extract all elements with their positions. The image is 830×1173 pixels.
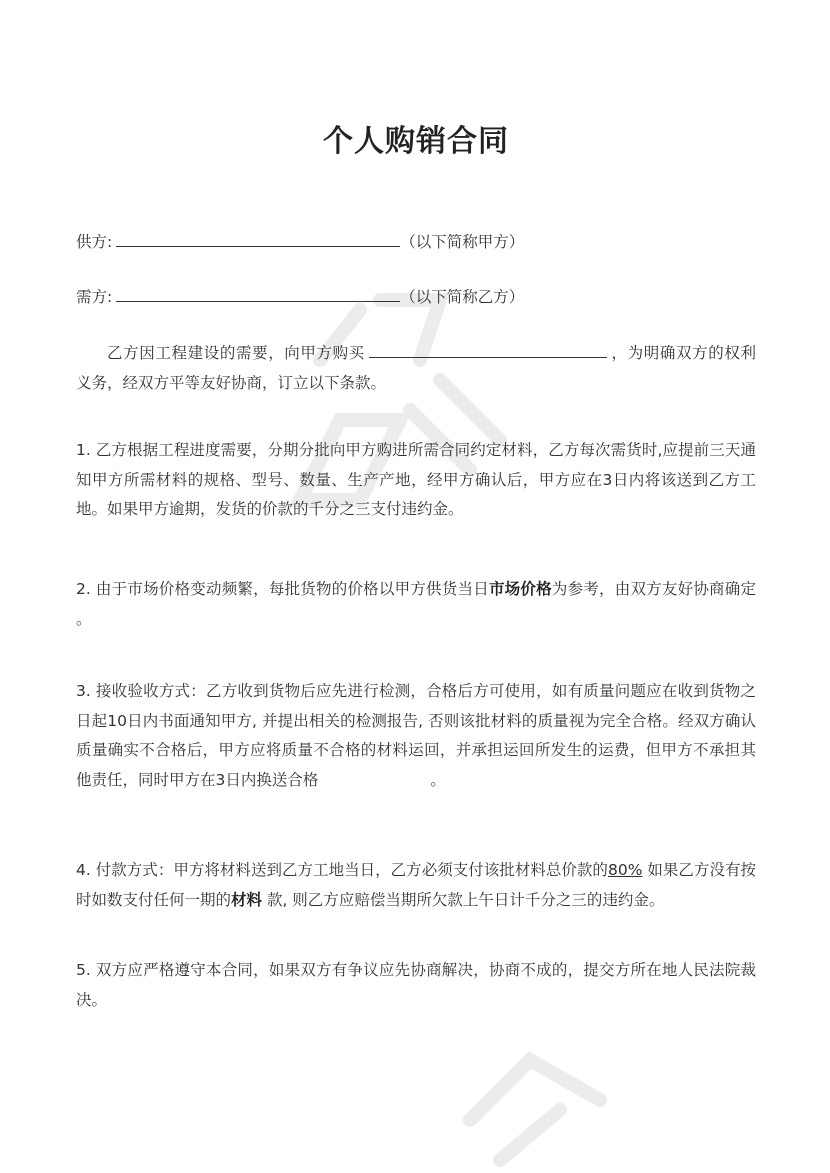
- intro-after: ，为明确双方的权利义务，经双方平等友好协商，订立以下条款。: [76, 344, 756, 392]
- clause-2: [76, 575, 756, 634]
- clause-5: 5. 双方应严格遵守本合同，如果双方有争议应先协商解决，协商不成的，提交方所在地人民法院裁决。: [76, 961, 756, 1009]
- page-title: 个人购销合同: [323, 124, 509, 159]
- clause-3-text: 3. 接收验收方式：乙方收到货物后应先进行检测，合格后方可使用，如有质量问题应在收到货物之日起10日内书面通知甲方, 并提出相关的检测报告, 否则该批材料的质量视为完全合格。经双方确认质量确实不合格后，甲方应将质量不合格的材料运回，并承担运回所发生的运费，但甲方不承担其他责任，同时甲方在3日内换送合格: [76, 682, 756, 789]
- clause-4-bold: 材料: [231, 890, 263, 909]
- clause-2-after: 为参考，由双方友好协商确定 。: [76, 580, 756, 628]
- intro-paragraph: [76, 339, 756, 398]
- clause-4-middle: 如果乙方没有按时如数支付任何一期的: [76, 861, 757, 909]
- buyer-blank[interactable]: [116, 287, 400, 302]
- clause-3: [76, 677, 756, 795]
- clause-4-percent: 80%: [607, 861, 643, 879]
- clause-1: 1. 乙方根据工程进度需要，分期分批向甲方购进所需合同约定材料，乙方每次需货时,应提前三天通知甲方所需材料的规格、型号、数量、生产产地，经甲方确认后，甲方应在3日内将该送到乙方工地。如果甲方逾期，发货的价款的千分之三支付违约金。: [76, 441, 756, 518]
- purchase-item-blank[interactable]: [369, 343, 607, 358]
- supplier-label: 供方:: [76, 233, 113, 251]
- supplier-blank[interactable]: [116, 232, 400, 247]
- clause-2-bold: 市场价格: [488, 580, 552, 598]
- clause-4-after: 款, 则乙方应赔偿当期所欠款上午日计千分之三的违约金。: [262, 890, 665, 909]
- intro-before: 乙方因工程建设的需要，向甲方购买: [107, 344, 365, 362]
- buyer-line: [76, 287, 524, 307]
- clause-3-end: 。: [430, 770, 446, 789]
- clause-4-before: 4. 付款方式：甲方将材料送到乙方工地当日，乙方必须支付该批材料总价款的: [76, 861, 608, 879]
- buyer-note: （以下简称乙方）: [400, 288, 525, 306]
- clause-2-before: 2. 由于市场价格变动频繁，每批货物的价格以甲方供货当日: [76, 580, 489, 598]
- supplier-note: （以下简称甲方）: [400, 233, 525, 251]
- clause-4: [76, 856, 756, 915]
- supplier-line: [76, 232, 524, 252]
- buyer-label: 需方:: [76, 288, 113, 306]
